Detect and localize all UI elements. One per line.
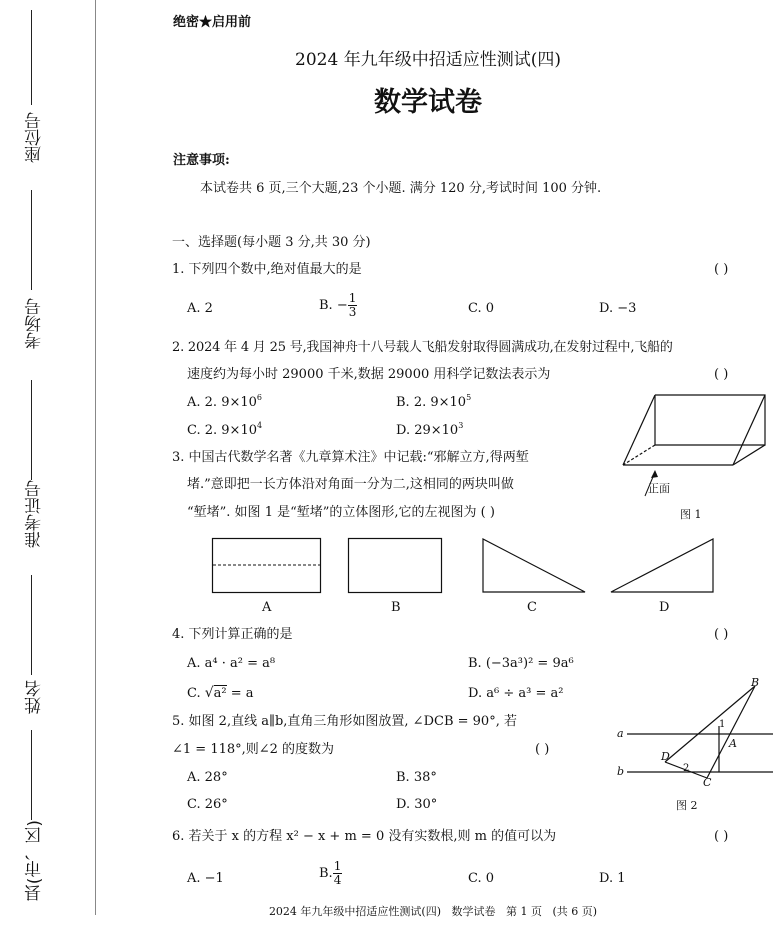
q5-option-c: C. 26° — [187, 797, 228, 812]
q1-option-a: A. 2 — [187, 301, 213, 316]
q4-option-b: B. (−3a³)² = 9a⁶ — [468, 656, 574, 671]
figure-1-prism — [615, 390, 775, 500]
exam-subtitle: 2024 年九年级中招适应性测试(四) — [295, 50, 561, 70]
q2-d-exp: 3 — [458, 421, 464, 430]
q2-a-exp: 6 — [256, 393, 262, 402]
q6-option-a: A. −1 — [187, 871, 224, 886]
q6-option-b-fraction — [333, 860, 343, 887]
figure-1-front-label: 正面 — [648, 482, 670, 495]
fig2-label-b-point: B — [751, 676, 760, 689]
q3-option-d-figure[interactable] — [610, 538, 715, 594]
q2-c-base: C. 2. 9×10 — [187, 423, 257, 438]
fig2-label-line-b: b — [617, 765, 625, 778]
q1-option-b — [319, 292, 357, 319]
question-4-answer-blank[interactable]: ( ) — [714, 627, 729, 642]
question-2-line-2: 速度约为每小时 29000 千米,数据 29000 用科学记数法表示为 — [187, 367, 551, 382]
question-3-line-3: “堑堵”. 如图 1 是“堑堵”的立体图形,它的左视图为 ( ) — [187, 505, 495, 520]
section-heading: 一、选择题(每小题 3 分,共 30 分) — [172, 235, 371, 250]
question-1-answer-blank[interactable]: ( ) — [714, 262, 729, 277]
name-field[interactable] — [31, 730, 32, 820]
q2-option-b — [396, 395, 471, 410]
county-label: 县(市、区) — [25, 820, 45, 902]
name-label: 姓名 — [25, 680, 45, 714]
q1-option-d: D. −3 — [599, 301, 637, 316]
question-6-answer-blank[interactable]: ( ) — [714, 829, 729, 844]
q1-option-c: C. 0 — [468, 301, 495, 316]
q1-option-b-fraction — [348, 292, 358, 319]
q6-fraction-numerator: 1 — [333, 859, 342, 873]
fig2-label-angle-2: 2 — [683, 763, 690, 774]
q6-fraction-denominator: 4 — [333, 873, 342, 887]
q4-option-d: D. a⁶ ÷ a³ = a² — [468, 686, 564, 701]
q3-option-c-label: C — [527, 600, 537, 615]
question-6-stem: 6. 若关于 x 的方程 x² − x + m = 0 没有实数根,则 m 的值可以为 — [172, 829, 557, 844]
question-4-stem: 4. 下列计算正确的是 — [172, 627, 293, 642]
seat-divider — [31, 190, 32, 290]
page-footer: 2024 年九年级中招适应性测试(四) 数学试卷 第 1 页 (共 6 页) — [268, 905, 598, 918]
q2-option-d — [396, 423, 463, 438]
q4-option-c — [187, 686, 254, 701]
q2-b-exp: 5 — [466, 393, 472, 402]
fig2-label-line-a: a — [617, 727, 624, 740]
notice-text: 本试卷共 6 页,三个大题,23 个小题. 满分 120 分,考试时间 100 分钟. — [200, 181, 602, 196]
q4-c-radicand: a² — [213, 686, 227, 701]
ticket-number-field[interactable] — [31, 575, 32, 675]
fig2-label-angle-1: 1 — [719, 719, 726, 730]
fig2-label-c-point: C — [703, 776, 712, 789]
q3-option-a-figure[interactable] — [212, 538, 322, 594]
q2-d-base: D. 29×10 — [396, 423, 459, 438]
q5-option-b: B. 38° — [396, 770, 437, 785]
question-2-answer-blank[interactable]: ( ) — [714, 367, 729, 382]
q1-fraction-numerator: 1 — [348, 291, 357, 305]
question-1-stem: 1. 下列四个数中,绝对值最大的是 — [172, 262, 362, 277]
confidential-mark: 绝密★启用前 — [173, 15, 252, 30]
q2-a-base: A. 2. 9×10 — [187, 395, 257, 410]
exam-room-label: 考场号 — [25, 298, 45, 349]
q2-option-a — [187, 395, 262, 410]
q1-fraction-denominator: 3 — [348, 305, 357, 319]
question-5-line-2: ∠1 = 118°,则∠2 的度数为 — [172, 742, 335, 757]
figure-2-caption: 图 2 — [676, 799, 698, 812]
q1-option-b-prefix: B. − — [319, 298, 348, 313]
question-2-line-1: 2. 2024 年 4 月 25 号,我国神舟十八号载人飞船发射取得圆满成功,在发射过程中,飞船的 — [172, 340, 673, 355]
q6-option-d: D. 1 — [599, 871, 626, 886]
fig2-label-a-point: A — [729, 737, 737, 750]
question-5-line-1: 5. 如图 2,直线 a∥b,直角三角形如图放置, ∠DCB = 90°, 若 — [172, 714, 517, 729]
q2-b-base: B. 2. 9×10 — [396, 395, 467, 410]
q6-option-b — [319, 860, 342, 887]
q3-option-b-figure[interactable] — [348, 538, 443, 594]
notice-heading: 注意事项: — [173, 153, 230, 168]
q3-option-a-label: A — [262, 600, 272, 615]
q4-c-prefix: C. — [187, 686, 205, 701]
q3-option-c-figure[interactable] — [482, 538, 587, 594]
q4-c-suffix: = a — [226, 686, 254, 701]
question-3-line-1: 3. 中国古代数学名著《九章算术注》中记载:“邪解立方,得两堑 — [172, 450, 529, 465]
ticket-number-label: 准考证号 — [25, 480, 45, 548]
q6-option-b-prefix: B. — [319, 866, 333, 881]
q2-option-c — [187, 423, 262, 438]
sqrt-icon: √ — [204, 685, 214, 701]
q5-option-d: D. 30° — [396, 797, 438, 812]
question-5-answer-blank[interactable]: ( ) — [535, 742, 550, 757]
figure-1-caption: 图 1 — [680, 508, 702, 521]
q4-option-a: A. a⁴ · a² = a⁸ — [187, 656, 276, 671]
q2-c-exp: 4 — [257, 421, 263, 430]
question-3-line-2: 堵.”意即把一长方体沿对角面一分为二,这相同的两块叫做 — [187, 477, 514, 492]
q5-option-a: A. 28° — [187, 770, 228, 785]
q3-option-b-label: B — [391, 600, 401, 615]
seat-label: 座位号 — [25, 112, 45, 163]
exam-title: 数学试卷 — [374, 87, 482, 118]
exam-room-field[interactable] — [31, 380, 32, 480]
q6-option-c: C. 0 — [468, 871, 495, 886]
fig2-label-d-point: D — [661, 750, 670, 763]
binding-line — [95, 0, 96, 915]
q3-option-d-label: D — [659, 600, 670, 615]
figure-2-diagram — [615, 676, 775, 796]
